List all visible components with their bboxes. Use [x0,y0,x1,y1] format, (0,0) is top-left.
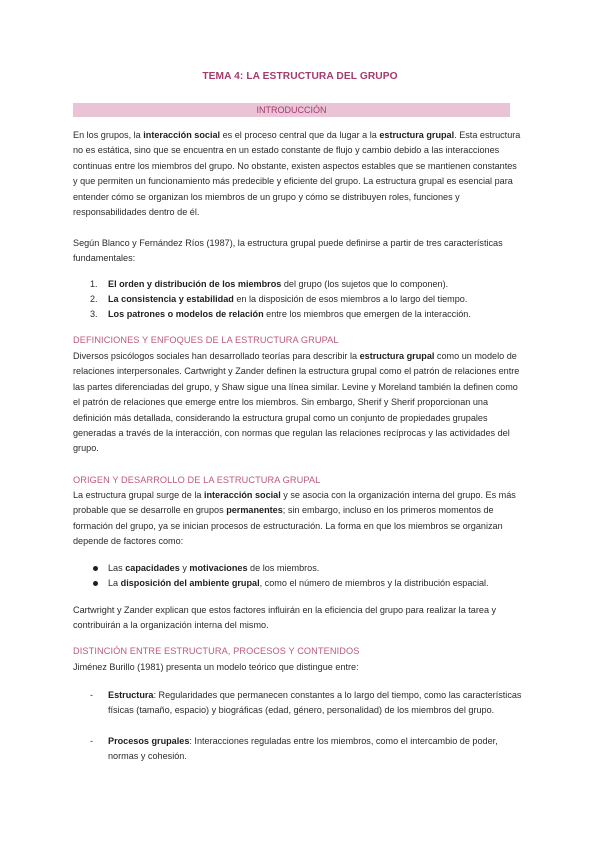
section-heading-distinction: DISTINCIÓN ENTRE ESTRUCTURA, PROCESOS Y CONTENIDOS [73,646,360,656]
document-title: TEMA 4: LA ESTRUCTURA DEL GRUPO [202,71,398,82]
list-item: 1. El orden y distribución de los miembros del grupo (los sujetos que lo componen). [90,279,449,289]
origin-closing-paragraph: Cartwright y Zander explican que estos factores influirán en la eficiencia del grupo para realizar la tarea y contribuirán a la organización interna del mismo. [73,605,497,631]
list-item: Las capacidades y motivaciones de los miembros. [108,561,538,576]
list-item: - Procesos grupales: Interacciones reguladas entre los miembros, como el intercambio de poder, normas y cohesión. [90,736,498,762]
intro-heading: INTRODUCCIÓN [73,103,510,117]
bullet-icon [93,566,98,571]
list-item: 3. Los patrones o modelos de relación entre los miembros que emergen de la interacción. [90,309,471,319]
distinction-intro: Jiménez Burillo (1981) presenta un modelo teórico que distingue entre: [73,662,359,672]
intro-paragraph-2: Según Blanco y Fernández Ríos (1987), la estructura grupal puede definirse a partir de tres características fundamentales: [73,238,503,264]
section-heading-origin: ORIGEN Y DESARROLLO DE LA ESTRUCTURA GRUPAL [73,475,321,485]
list-item: La disposición del ambiente grupal, como el número de miembros y la distribución espacial. [108,576,538,591]
list-item: 2. La consistencia y estabilidad en la disposición de esos miembros a lo largo del tiempo. [90,294,468,304]
bullet-icon [93,581,98,586]
origin-paragraph: La estructura grupal surge de la interacción social y se asocia con la organización interna del grupo. Es más probable que se desarrolle en grupos permanentes; sin embargo, incluso en los primeros momentos de formación del grupo, ya se inician procesos de estructuración. La forma en que los miembros se organizan depende de factores como: [73,490,516,547]
intro-paragraph: En los grupos, la interacción social es el proceso central que da lugar a la estructura grupal. Esta estructura no es estática, sino que se encuentra en un estado constante de flujo y cambio debido a las interacciones continuas entre los miembros del grupo. No obstante, existen aspectos estables que se mantienen constantes y que permiten un funcionamiento más predecible y eficiente del grupo. La estructura grupal es esencial para entender cómo se organizan los miembros de un grupo y cómo se distribuyen roles, funciones y responsabilidades dentro de él. [73,130,521,218]
section-heading-definitions: DEFINICIONES Y ENFOQUES DE LA ESTRUCTURA GRUPAL [73,335,339,345]
list-item: - Estructura: Regularidades que permanecen constantes a lo largo del tiempo, como las características físicas (tamaño, espacio) y biográficas (edad, género, personalidad) de los miembros del grupo. [90,690,522,716]
definitions-paragraph: Diversos psicólogos sociales han desarrollado teorías para describir la estructura grupal como un modelo de relaciones interpersonales. Cartwright y Zander definen la estructura grupal como el patrón de relaciones entre las partes diferenciadas del grupo, y Shaw sigue una línea similar. Levine y Moreland también la definen como el patrón de relaciones que emerge entre los miembros. Sin embargo, Sherif y Sherif proporcionan una definición más detallada, considerando la estructura grupal como un conjunto de propiedades grupales generadas a través de la interacción, con normas que regulan las relaciones recíprocas y las actividades del grupo. [73,351,520,454]
